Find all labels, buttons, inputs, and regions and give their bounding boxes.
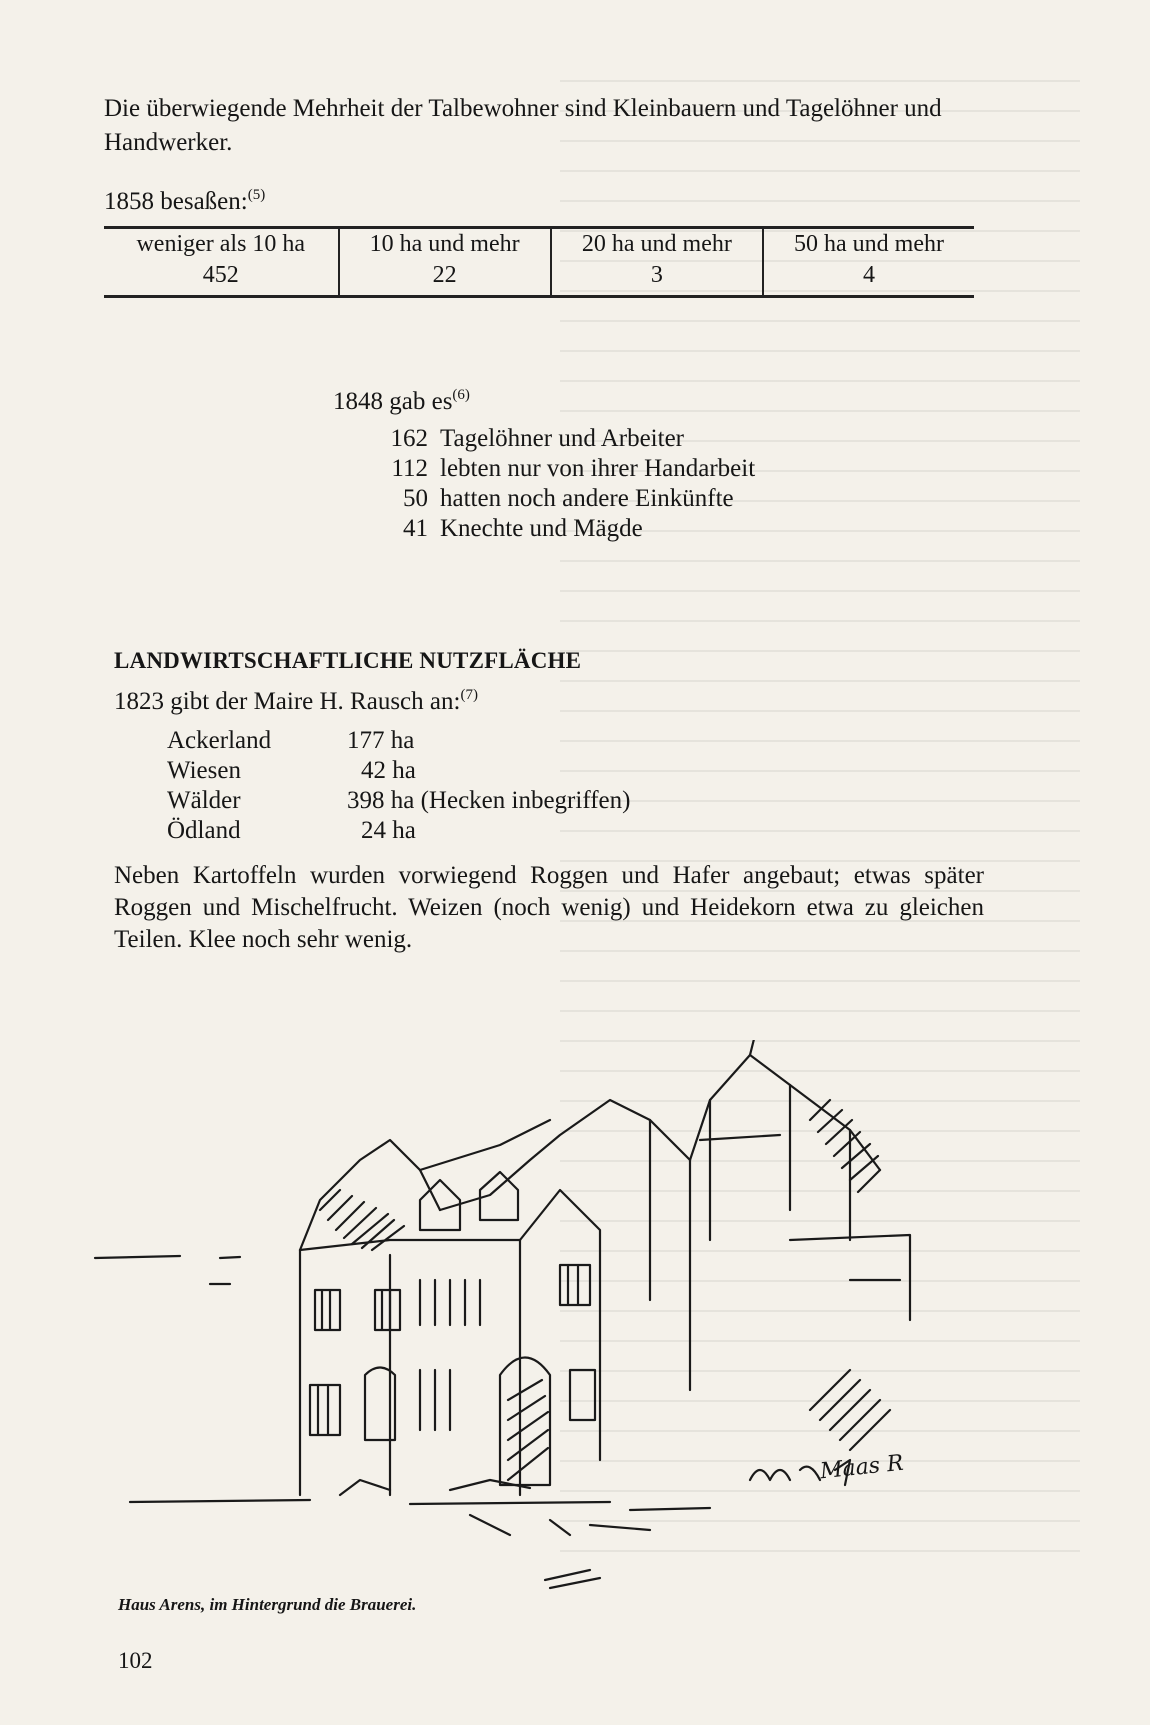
list-item [370,424,755,454]
holdings-col-header: 20 ha und mehr [551,228,763,261]
list-item-text: Knechte und Mägde [440,515,643,542]
list-item-count: 162 [390,425,428,452]
artist-signature: Maas R [818,1450,905,1485]
landuse-value: 24 ha [361,817,416,844]
holdings-col-header: 50 ha und mehr [763,228,974,261]
footnote-ref: (6) [452,387,470,403]
holdings-cell: 3 [551,260,763,297]
list-item-count: 41 [403,515,428,542]
landuse-label: Wiesen [167,757,241,784]
footnote-ref: (7) [460,687,478,703]
list-item [370,484,755,514]
landuse-list [167,726,630,846]
landuse-label: Ackerland [167,727,272,754]
table-row [104,260,974,297]
census-1858-label: 1858 besaßen: [104,188,248,215]
holdings-cell: 22 [339,260,551,297]
list-item-count: 112 [391,455,428,482]
list-item-text: hatten noch andere Einkünfte [440,485,734,512]
landuse-label: Ödland [167,817,241,844]
landuse-value: 177 ha [347,727,415,754]
census-1858-heading [104,188,265,216]
list-item [167,786,630,816]
list-item [167,756,630,786]
holdings-col-header: 10 ha und mehr [339,228,551,261]
census-1848-list [370,424,755,544]
list-item-text: Tagelöhner und Arbeiter [440,425,684,452]
landuse-value: 398 ha (Hecken inbegriffen) [347,787,631,814]
holdings-table [104,226,974,298]
list-item [167,816,630,846]
page-number: 102 [118,1648,153,1673]
holdings-cell: 4 [763,260,974,297]
house-sketch [90,1040,990,1600]
census-1848-label: 1848 gab es [333,388,453,415]
crops-paragraph: Neben Kartoffeln wurden vorwiegend Roggen und Hafer angebaut; etwas später Roggen und Mischelfrucht. Weizen (noch wenig) und Heidekorn etwa zu gleichen Teilen. Klee noch sehr wenig. [114,862,984,953]
footnote-ref: (5) [247,187,266,203]
census-1848-heading [333,388,470,416]
section-title: LANDWIRTSCHAFTLICHE NUTZFLÄCHE [114,648,582,673]
list-item [370,514,755,544]
landuse-value: 42 ha [361,757,416,784]
intro-paragraph: Die überwiegende Mehrheit der Talbewohner sind Kleinbauern und Tagelöhner und Handwerker. [104,95,942,156]
maire-statement [114,688,478,716]
figure-caption: Haus Arens, im Hintergrund die Brauerei. [118,1595,417,1614]
holdings-col-header: weniger als 10 ha [136,231,306,257]
list-item [370,454,755,484]
maire-text: 1823 gibt der Maire H. Rausch an: [114,688,461,715]
list-item [167,726,630,756]
holdings-cell: 452 [202,262,239,288]
list-item-text: lebten nur von ihrer Handarbeit [440,455,756,482]
landuse-label: Wälder [167,787,241,814]
list-item-count: 50 [403,485,428,512]
